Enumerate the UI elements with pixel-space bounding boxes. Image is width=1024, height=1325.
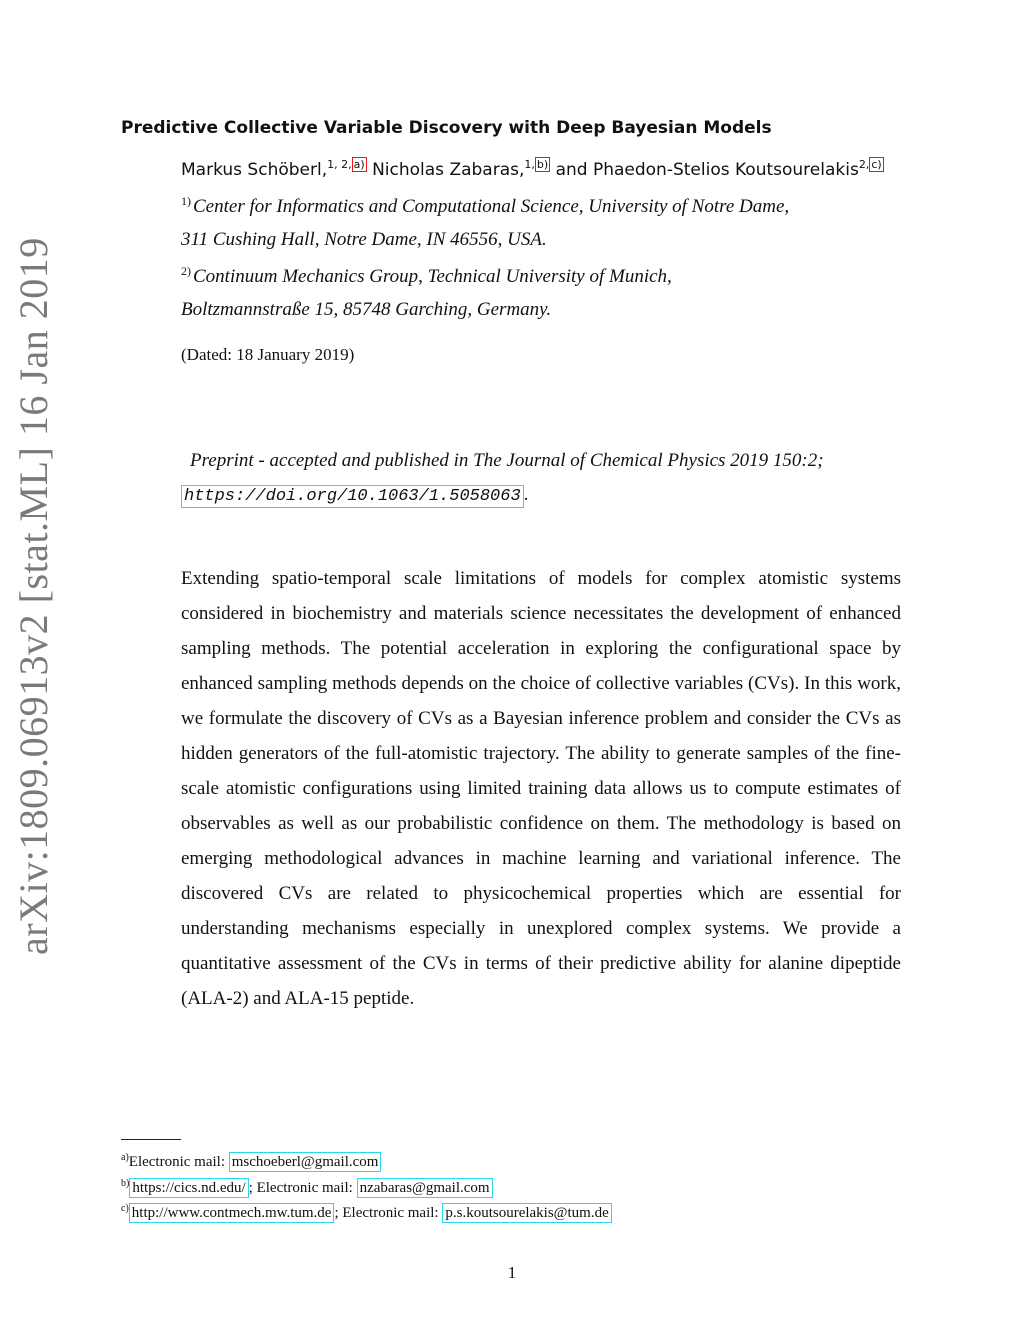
paper-title: Predictive Collective Variable Discovery with Deep Bayesian Models [121,118,772,138]
footnote-link-a[interactable]: a) [353,158,365,171]
author-name: and Phaedon-Stelios Koutsourelakis [555,160,859,180]
affiliation-2-line-1: $^{2)}$ Continuum Mechanics Group, Technical University of Munich, [181,264,672,287]
footnote-link-c[interactable]: c) [871,158,882,171]
abstract-text: Extending spatio-temporal scale limitations of models for complex atomistic systems considered in biochemistry and materials science necessitates the development of enhanced sampling methods. The potential acceleration in exploring the configurational space by enhanced sampling methods depends on the choice of collective variables (CVs). In this work, we formulate the discovery of CVs as a Bayesian inference problem and consider the CVs as hidden generators of the full-atomistic trajectory. The ability to generate samples of the fine-scale atomistic configurations using limited training data allows us to compute estimates of observables as well as our probabilistic confidence on them. The methodology is based on emerging methodological advances in machine learning and variational inference. The discovered CVs are related to physicochemical properties which are essential for understanding mechanisms especially in unexplored complex systems. We provide a quantitative assessment of the CVs in terms of their predictive ability for alanine dipeptide (ALA-2) and ALA-15 peptide. [181,568,901,1009]
email-link[interactable]: mschoeberl@gmail.com [229,1152,382,1172]
email-link[interactable]: p.s.koutsourelakis@tum.de [442,1203,611,1223]
doi-link[interactable]: https://doi.org/10.1063/1.5058063 [181,485,524,508]
affiliation-1-line-2: 311 Cushing Hall, Notre Dame, IN 46556, USA. [181,229,547,250]
affiliation-2-line-2: Boltzmannstraße 15, 85748 Garching, Germany. [181,299,552,320]
email-link[interactable]: nzabaras@gmail.com [357,1178,493,1198]
affiliation-number: 1) [181,194,191,208]
preprint-note: Preprint - accepted and published in The Journal of Chemical Physics 2019 150:2; [190,450,824,471]
arxiv-identifier: arXiv:1809.06913v2 [stat.ML] 16 Jan 2019 [11,237,56,955]
footnote-link-b[interactable]: b) [536,158,549,171]
url-link[interactable]: https://cics.nd.edu/ [129,1178,248,1198]
affiliation-1-line-1: $^{1)}$ Center for Informatics and Computational Science, University of Notre Dame, [181,194,790,217]
author-name: Markus Schöberl, [181,160,328,180]
author-affiliation-number: 1, 2, [327,158,352,171]
footnote-c: $^{c)}$ http://www.contmech.mw.tum.de ; Electronic mail: p.s.koutsourelakis@tum.de [121,1203,612,1222]
author-name: Nicholas Zabaras, [372,160,525,180]
doi-line: https://doi.org/10.1063/1.5058063 . [181,484,528,506]
author-affiliation-number: 2, [858,158,870,171]
dated-line: (Dated: 18 January 2019) [181,345,355,364]
footnote-divider [121,1139,181,1140]
footnote-b: $^{b)}$ https://cics.nd.edu/ ; Electronic mail: nzabaras@gmail.com [121,1178,493,1197]
footnote-a: $^{a)}$Electronic mail: mschoeberl@gmail.com [121,1152,381,1171]
page-number: 1 [507,1263,517,1282]
author-affiliation-number: 1, [524,158,535,171]
affiliation-number: 2) [181,264,191,278]
author-list [181,158,884,180]
url-link[interactable]: http://www.contmech.mw.tum.de [129,1203,335,1223]
